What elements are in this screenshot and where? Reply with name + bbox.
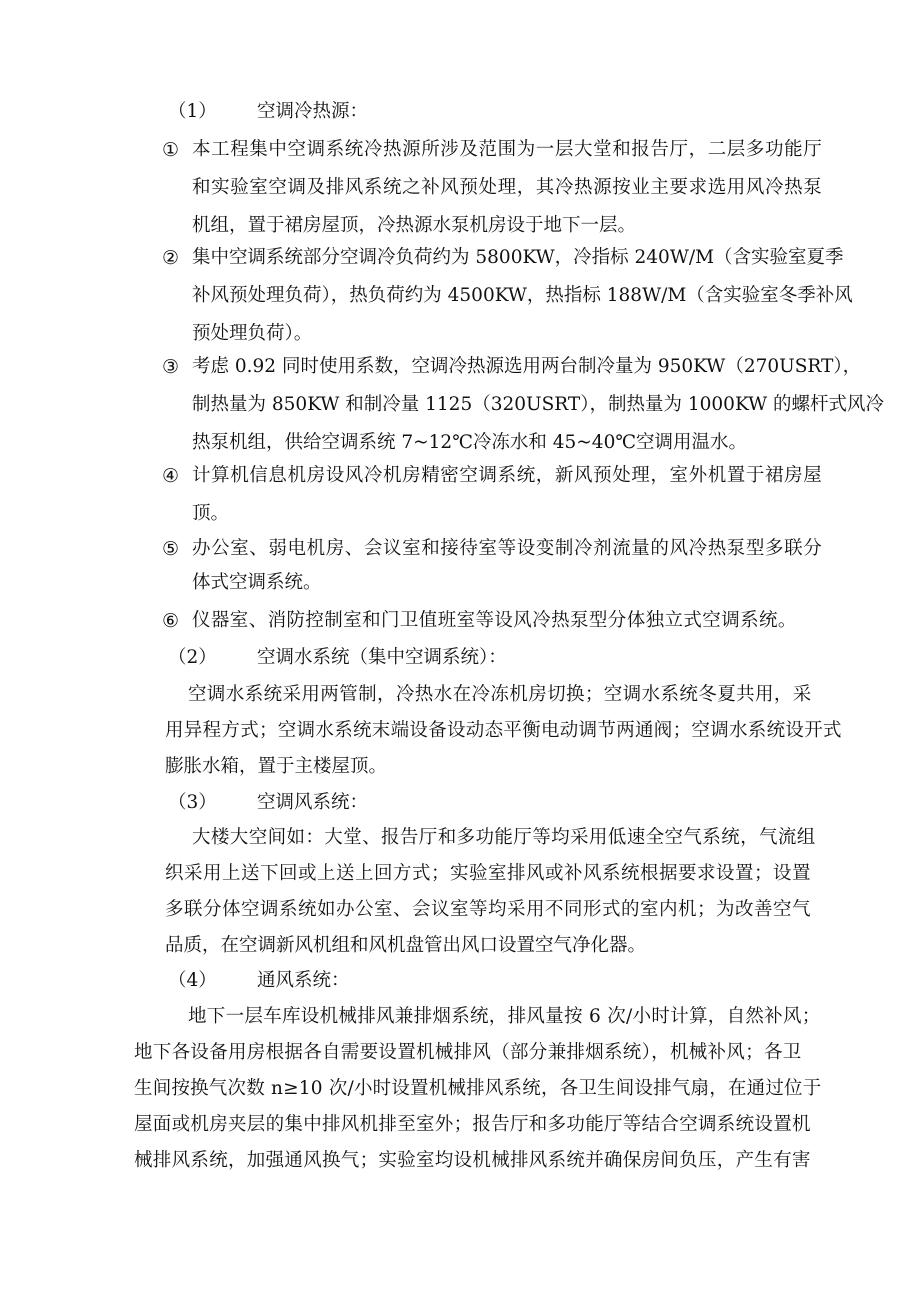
- paragraph-line: 品质，在空调新风机组和风机盘管出风口设置空气净化器。: [165, 935, 647, 956]
- item-marker: ⑥: [162, 610, 180, 632]
- paragraph-line: 多联分体空调系统如办公室、会议室等均采用不同形式的室内机；为改善空气: [165, 899, 812, 920]
- paragraph-line: 织采用上送下回或上送上回方式；实验室排风或补风系统根据要求设置；设置: [165, 863, 812, 884]
- item-text: 补风预处理负荷），热负荷约为 4500KW，热指标 188W/M（含实验室冬季补风: [192, 285, 853, 306]
- item-marker: ④: [162, 465, 180, 487]
- item-text: 仪器室、消防控制室和门卫值班室等设风冷热泵型分体独立式空调系统。: [192, 610, 797, 631]
- item-text: 集中空调系统部分空调冷负荷约为 5800KW，冷指标 240W/M（含实验室夏季: [192, 247, 844, 268]
- section-number: （1）: [168, 101, 217, 122]
- paragraph-line: 地下各设备用房根据各自需要设置机械排风（部分兼排烟系统），机械补风；各卫: [134, 1042, 802, 1063]
- paragraph-line: 生间按换气次数 n≥10 次/小时设置机械排风系统，各卫生间设排气扇，在通过位于: [134, 1078, 822, 1099]
- section-title: 空调水系统（集中空调系统）：: [257, 647, 507, 668]
- item-marker: ②: [162, 247, 180, 269]
- section-title: 空调风系统：: [257, 792, 369, 813]
- section-title: 空调冷热源：: [257, 101, 369, 122]
- paragraph-line: 地下一层车库设机械排风兼排烟系统，排风量按 6 次/小时计算，自然补风；: [188, 1006, 821, 1027]
- paragraph-line: 大楼大空间如：大堂、报告厅和多功能厅等均采用低速全空气系统，气流组: [192, 827, 816, 848]
- paragraph-line: 空调水系统采用两管制，冷热水在冷冻机房切换；空调水系统冬夏共用，采: [188, 684, 812, 705]
- item-text: 预处理负荷）。: [192, 323, 313, 344]
- section-title: 通风系统：: [257, 970, 350, 991]
- item-text: 制热量为 850KW 和制冷量 1125（320USRT），制热量为 1000KW 的螺杆式风冷: [192, 394, 884, 415]
- paragraph-line: 屋面或机房夹层的集中排风机排至室外；报告厅和多功能厅等结合空调系统设置机: [134, 1114, 811, 1135]
- item-marker: ③: [162, 356, 180, 378]
- item-text: 体式空调系统。: [192, 572, 322, 593]
- item-text: 和实验室空调及排风系统之补风预处理，其冷热源按业主要求选用风冷热泵: [192, 177, 823, 198]
- section-number: （4）: [168, 970, 217, 991]
- item-text: 计算机信息机房设风冷机房精密空调系统，新风预处理，室外机置于裙房屋: [192, 465, 823, 486]
- paragraph-line: 膨胀水箱，置于主楼屋顶。: [165, 756, 388, 777]
- section-number: （3）: [168, 792, 217, 813]
- section-number: （2）: [168, 647, 217, 668]
- item-text: 机组，置于裙房屋顶，冷热源水泵机房设于地下一层。: [192, 215, 637, 236]
- item-text: 办公室、弱电机房、会议室和接待室等设变制冷剂流量的风冷热泵型多联分: [192, 538, 823, 559]
- item-text: 热泵机组，供给空调系统 7~12℃冷冻水和 45~40℃空调用温水。: [192, 432, 748, 453]
- item-text: 本工程集中空调系统冷热源所涉及范围为一层大堂和报告厅，二层多功能厅: [192, 139, 823, 160]
- paragraph-line: 用异程方式；空调水系统末端设备设动态平衡电动调节两通阀；空调水系统设开式: [165, 720, 842, 741]
- item-marker: ⑤: [162, 538, 180, 560]
- item-text: 顶。: [192, 503, 230, 524]
- paragraph-line: 械排风系统，加强通风换气；实验室均设机械排风系统并确保房间负压，产生有害: [134, 1150, 811, 1171]
- item-marker: ①: [162, 139, 180, 161]
- item-text: 考虑 0.92 同时使用系数，空调冷热源选用两台制冷量为 950KW（270USRT），: [192, 356, 862, 377]
